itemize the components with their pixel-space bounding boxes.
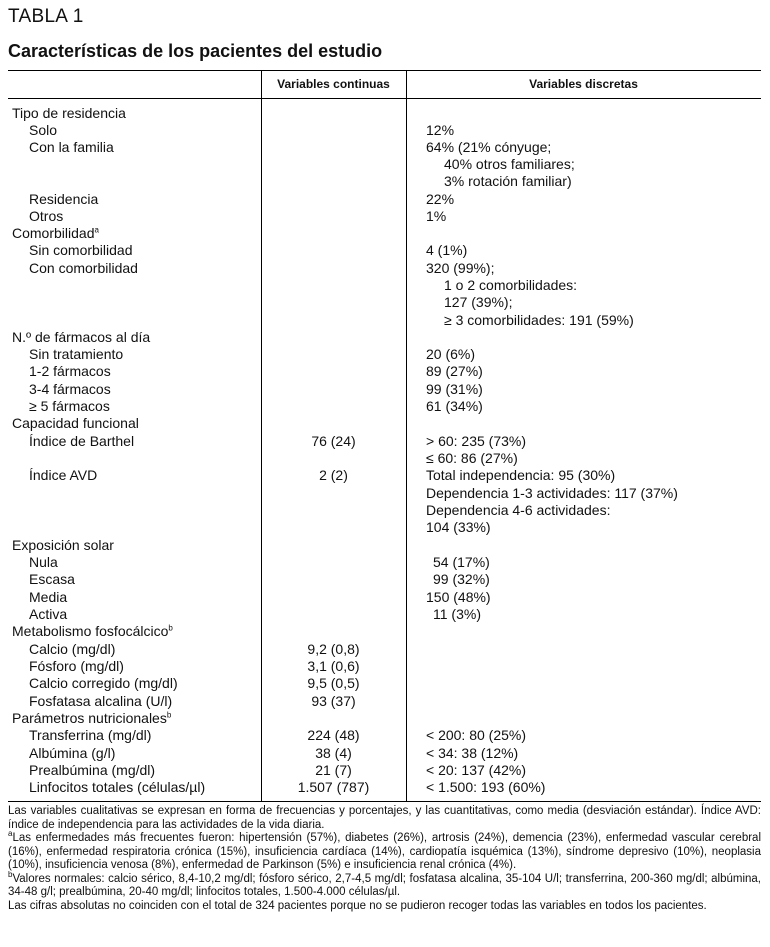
- table-row: [8, 173, 761, 190]
- table-row: [8, 122, 761, 139]
- discrete-value: 40% otros familiares;: [444, 156, 575, 172]
- row-label-text: Sin tratamiento: [29, 346, 124, 362]
- discrete-value: < 34: 38 (12%): [426, 745, 519, 761]
- table-row: [8, 312, 761, 329]
- footnote-marker: b: [166, 710, 172, 720]
- discrete-value: > 60: 235 (73%): [426, 433, 527, 449]
- discrete-value: < 1.500: 193 (60%): [426, 779, 546, 795]
- row-label-text: Índice de Barthel: [29, 433, 135, 449]
- row-label: [29, 554, 58, 571]
- table-row: [8, 745, 761, 762]
- table-row: [8, 606, 761, 623]
- discrete-value: 127 (39%);: [444, 294, 513, 310]
- row-label: [29, 398, 110, 415]
- row-label: [29, 208, 63, 225]
- table-label: TABLA 1: [8, 6, 84, 27]
- table-row: [8, 693, 761, 710]
- continuous-value: 9,5 (0,5): [307, 675, 360, 691]
- continuous-value: 93 (37): [311, 693, 356, 709]
- footnote-text: Las variables cualitativas se expresan en forma de frecuencias y porcentajes, y las cuantitativas, como media (desviación estándar). Índice AVD: índice de independencia para las actividades de la vida diaria.: [8, 805, 761, 831]
- table-row: [8, 623, 761, 640]
- footnote-marker: a: [94, 225, 99, 235]
- row-label: [29, 381, 111, 398]
- continuous-value: 21 (7): [315, 762, 352, 778]
- continuous-value: 3,1 (0,6): [307, 658, 360, 674]
- row-label: [12, 329, 150, 346]
- table-row: [8, 727, 761, 744]
- row-label: [12, 225, 99, 242]
- row-label: [29, 122, 57, 139]
- table-row: [8, 277, 761, 294]
- row-label: [29, 139, 114, 156]
- row-label-text: 1-2 fármacos: [29, 363, 111, 379]
- row-label: [29, 727, 151, 744]
- row-label: [29, 675, 178, 692]
- header-variables-continuas: Variables continuas: [277, 77, 390, 91]
- row-label-text: Metabolismo fosfocálcico: [12, 623, 169, 639]
- continuous-value: 76 (24): [311, 433, 356, 449]
- row-label-text: Activa: [29, 606, 68, 622]
- row-label-text: Fosfatasa alcalina (U/l): [29, 693, 173, 709]
- row-label-text: N.º de fármacos al día: [12, 329, 151, 345]
- table-row: [8, 156, 761, 173]
- table-row: [8, 571, 761, 588]
- footnote-text: Valores normales: calcio sérico, 8,4-10,2 mg/dl; fósforo sérico, 2,7-4,5 mg/dl; fosfatasa alcalina, 35-104 U/l; transferrina, 200-360 mg/dl; albúmina, 34-48 g/l; prealbúmina, 20-40 mg/dl; linfocitos totales, 1.500-4.000 células/µl.: [8, 872, 761, 898]
- row-label: [29, 589, 67, 606]
- footnote-marker: b: [8, 869, 13, 879]
- table-footnotes: [8, 805, 761, 913]
- row-label-text: Comorbilidad: [12, 225, 95, 241]
- table-header: [8, 71, 761, 99]
- continuous-value: 9,2 (0,8): [307, 641, 360, 657]
- row-label-text: Albúmina (g/l): [29, 745, 116, 761]
- data-table: [8, 70, 761, 802]
- row-label-text: 3-4 fármacos: [29, 381, 111, 397]
- table-row: [8, 467, 761, 484]
- discrete-value: 89 (27%): [426, 363, 483, 379]
- row-label-text: Índice AVD: [29, 467, 98, 483]
- table-row: [8, 225, 761, 242]
- row-label-text: Capacidad funcional: [12, 415, 139, 431]
- row-label: [29, 779, 205, 796]
- row-label-text: Calcio corregido (mg/dl): [29, 675, 178, 691]
- row-label-text: Nula: [29, 554, 58, 570]
- discrete-value: 22%: [426, 191, 455, 207]
- table-row: [8, 762, 761, 779]
- row-label: [29, 363, 111, 380]
- discrete-value: 320 (99%);: [426, 260, 495, 276]
- discrete-value: Dependencia 4-6 actividades:: [426, 502, 611, 518]
- row-label-text: Fósforo (mg/dl): [29, 658, 124, 674]
- footnote: [8, 829, 761, 873]
- row-label: [12, 415, 139, 432]
- table-row: [8, 398, 761, 415]
- table-row: [8, 675, 761, 692]
- table-row: [8, 139, 761, 156]
- row-label: [29, 762, 155, 779]
- row-label-text: Con la familia: [29, 139, 114, 155]
- row-label-text: Con comorbilidad: [29, 260, 138, 276]
- footnote: [8, 900, 761, 914]
- table-row: [8, 641, 761, 658]
- table-row: [8, 433, 761, 450]
- row-label-text: Linfocitos totales (células/µl): [29, 779, 206, 795]
- row-label-text: Media: [29, 589, 68, 605]
- discrete-value: 20 (6%): [426, 346, 476, 362]
- discrete-value: 4 (1%): [426, 242, 468, 258]
- discrete-value: 61 (34%): [426, 398, 483, 414]
- footnote: [8, 869, 761, 900]
- table-row: [8, 105, 761, 122]
- row-label-text: Residencia: [29, 191, 99, 207]
- row-label: [29, 745, 115, 762]
- row-label-text: Exposición solar: [12, 537, 114, 553]
- table-row: [8, 381, 761, 398]
- row-label: [29, 606, 67, 623]
- discrete-value: 1%: [426, 208, 447, 224]
- discrete-value: 99 (31%): [426, 381, 483, 397]
- discrete-value: Dependencia 1-3 actividades: 117 (37%): [426, 485, 678, 501]
- table-row: [8, 415, 761, 432]
- table-row: [8, 191, 761, 208]
- table-row: [8, 502, 761, 519]
- row-label-text: Sin comorbilidad: [29, 242, 133, 258]
- row-label: [29, 571, 75, 588]
- table-row: [8, 710, 761, 727]
- row-label-text: Calcio (mg/dl): [29, 641, 116, 657]
- footnote-marker: a: [8, 829, 13, 839]
- table-row: [8, 485, 761, 502]
- table-title: Características de los pacientes del estudio: [8, 41, 383, 61]
- discrete-value: ≥ 3 comorbilidades: 191 (59%): [444, 312, 634, 328]
- discrete-value: 104 (33%): [426, 519, 491, 535]
- row-label: [29, 433, 134, 450]
- discrete-value: 12%: [426, 122, 455, 138]
- row-label-text: Parámetros nutricionales: [12, 710, 167, 726]
- table-row: [8, 779, 761, 796]
- row-label-text: Otros: [29, 208, 64, 224]
- discrete-value: 3% rotación familiar): [444, 173, 572, 189]
- table-row: [8, 363, 761, 380]
- continuous-value: 2 (2): [319, 467, 348, 483]
- table-row: [8, 450, 761, 467]
- discrete-value: < 200: 80 (25%): [426, 727, 527, 743]
- footnote-marker: b: [168, 623, 173, 633]
- table-row: [8, 294, 761, 311]
- table-row: [8, 346, 761, 363]
- footnote: [8, 805, 761, 832]
- row-label: [29, 641, 115, 658]
- discrete-value: 11 (3%): [433, 606, 481, 622]
- discrete-value: 64% (21% cónyuge;: [426, 139, 552, 155]
- continuous-value: 1.507 (787): [297, 779, 370, 795]
- table-row: [8, 537, 761, 554]
- table-row: [8, 260, 761, 277]
- row-label-text: Prealbúmina (mg/dl): [29, 762, 156, 778]
- continuous-value: 38 (4): [315, 745, 352, 761]
- discrete-value: ≤ 60: 86 (27%): [426, 450, 518, 466]
- table-row: [8, 589, 761, 606]
- discrete-value: 150 (48%): [426, 589, 491, 605]
- row-label: [29, 467, 97, 484]
- table-row: [8, 519, 761, 536]
- footnote-text: Las enfermedades más frecuentes fueron: hipertensión (57%), diabetes (26%), artrosis (24%), demencia (23%), enfermedad vascular cerebral (16%), enfermedad respiratoria crónica (15%), insuficiencia cardíaca (14%), cardiopatía isquémica (13%), síndrome depresivo (10%), neoplasia (10%), insuficiencia venosa (8%), enfermedad de Parkinson (5%) e insuficiencia renal crónica (4%).: [8, 832, 761, 871]
- row-label: [29, 346, 123, 363]
- table-row: [8, 658, 761, 675]
- row-label: [12, 537, 114, 554]
- table-row: [8, 554, 761, 571]
- row-label-text: Escasa: [29, 571, 75, 587]
- header-variables-discretas: Variables discretas: [529, 77, 638, 91]
- row-label-text: Solo: [29, 122, 58, 138]
- row-label-text: Tipo de residencia: [12, 105, 126, 121]
- row-label: [29, 260, 138, 277]
- table-row: [8, 242, 761, 259]
- row-label: [12, 623, 173, 640]
- discrete-value: 1 o 2 comorbilidades:: [444, 277, 578, 293]
- row-label: [12, 710, 171, 727]
- table-row: [8, 208, 761, 225]
- discrete-value: 54 (17%): [433, 554, 490, 570]
- discrete-value: Total independencia: 95 (30%): [426, 467, 616, 483]
- row-label: [29, 658, 124, 675]
- row-label-text: Transferrina (mg/dl): [29, 727, 152, 743]
- table-row: [8, 329, 761, 346]
- row-label-text: ≥ 5 fármacos: [29, 398, 110, 414]
- continuous-value: 224 (48): [307, 727, 360, 743]
- discrete-value: < 20: 137 (42%): [426, 762, 527, 778]
- discrete-value: 99 (32%): [433, 571, 490, 587]
- row-label: [29, 242, 133, 259]
- row-label: [29, 693, 172, 710]
- footnote-text: Las cifras absolutas no coinciden con el total de 324 pacientes porque no se pudieron recoger todas las variables en todos los pacientes.: [8, 899, 707, 912]
- row-label: [29, 191, 98, 208]
- row-label: [12, 105, 126, 122]
